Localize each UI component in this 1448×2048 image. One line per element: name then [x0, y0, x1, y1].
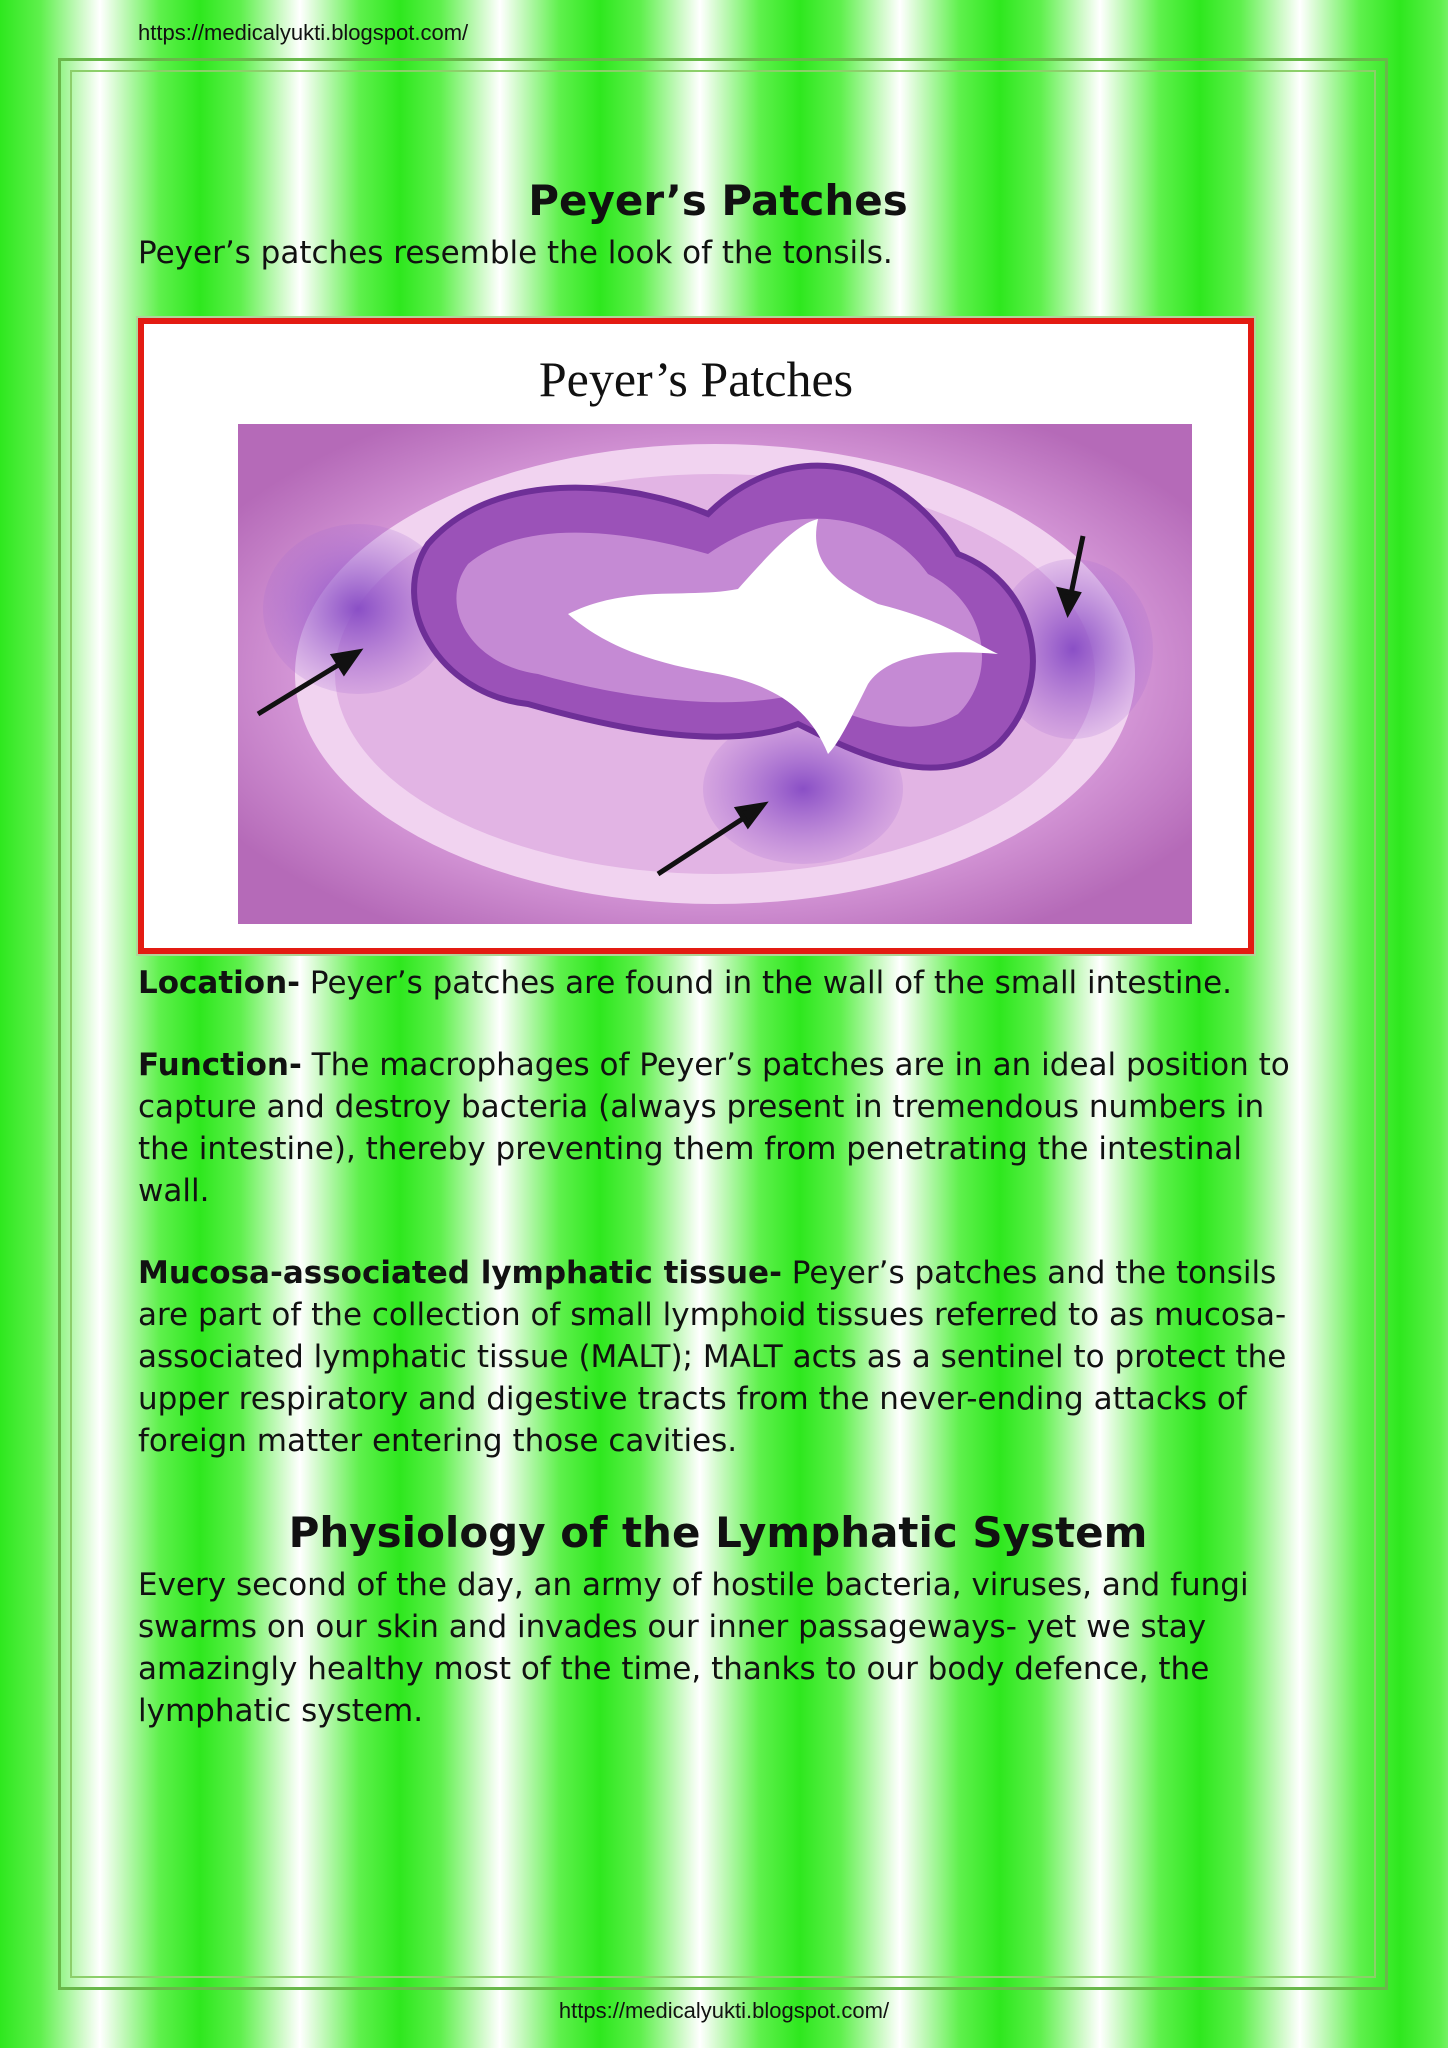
malt-paragraph — [138, 1252, 1298, 1462]
physiology-paragraph: Every second of the day, an army of hostile bacteria, viruses, and fungi swarms on our skin and invades our inner passageways- yet we stay amazingly healthy most of the time, thanks to our body defence, the lymphatic system. — [138, 1567, 1249, 1729]
footer-url[interactable]: https://medicalyukti.blogspot.com/ — [558, 1998, 890, 2023]
figure-title: Peyer’s Patches — [538, 351, 854, 407]
malt-label: Mucosa-associated lymphatic tissue- — [138, 1255, 782, 1291]
intro-text: Peyer’s patches resemble the look of the tonsils. — [138, 235, 893, 271]
section-heading-physiology: Physiology of the Lymphatic System — [288, 1508, 1148, 1557]
header-url[interactable]: https://medicalyukti.blogspot.com/ — [138, 20, 469, 45]
histology-image — [238, 424, 1192, 924]
location-text: Peyer’s patches are found in the wall of the small intestine. — [300, 965, 1232, 1001]
location-paragraph — [138, 962, 1298, 1004]
function-paragraph — [138, 1044, 1298, 1212]
peyers-patches-figure — [138, 318, 1254, 954]
malt-text: Peyer’s patches and the tonsils are part of the collection of small lymphoid tissues referred to as mucosa-associated lymphatic tissue (MALT); MALT acts as a sentinel to protect the upper respiratory and digestive tracts from the never-ending attacks of foreign matter entering those cavities. — [138, 1255, 1287, 1459]
location-label: Location- — [138, 965, 301, 1001]
function-text: The macrophages of Peyer’s patches are in an ideal position to capture and destroy bacteria (always present in tremendous numbers in the intestine), thereby preventing them from penetrating the intestinal wall. — [138, 1047, 1290, 1209]
page-content — [138, 170, 1298, 1732]
page-title: Peyer’s Patches — [528, 176, 908, 225]
function-label: Function- — [138, 1047, 302, 1083]
